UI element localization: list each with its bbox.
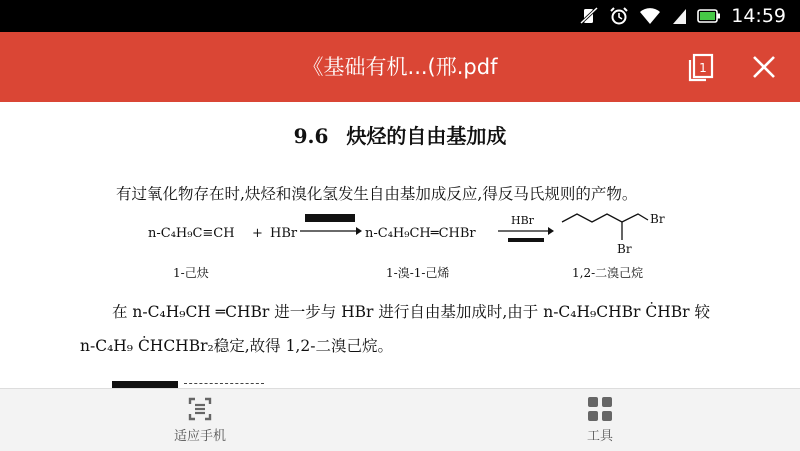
bottom-toolbar xyxy=(0,388,800,451)
intermediate-formula: n-C₄H₉CH═CHBr xyxy=(365,226,476,241)
mute-vibrate-icon xyxy=(579,7,599,25)
status-bar xyxy=(0,0,800,32)
plus-sign: + xyxy=(252,226,263,241)
page-switch-button[interactable] xyxy=(682,49,718,85)
redacted-condition xyxy=(305,214,355,222)
wifi-icon xyxy=(639,7,661,25)
clock: 14:59 xyxy=(731,5,786,27)
reagent2-hbr: HBr xyxy=(511,214,534,227)
document-title: 《基础有机...(邢.pdf xyxy=(302,55,498,79)
body-paragraph-line2: n-C₄H₉ ĊHCHBr₂稳定,故得 1,2-二溴己烷。 xyxy=(80,337,393,355)
pages-icon xyxy=(685,52,715,82)
truncated-next-line xyxy=(112,381,178,388)
redacted-condition-2 xyxy=(508,238,544,242)
reagent-hbr: HBr xyxy=(270,226,298,241)
section-title: 炔烃的自由基加成 xyxy=(346,124,507,148)
product-br-bottom: Br xyxy=(617,242,632,256)
product-name: 1,2-二溴己烷 xyxy=(572,266,644,280)
pdf-page[interactable] xyxy=(0,102,800,388)
section-heading xyxy=(0,120,800,149)
intermediate-name: 1-溴-1-己烯 xyxy=(386,266,450,280)
reactant-formula: n-C₄H₉C≡CH xyxy=(148,226,235,241)
alarm-icon xyxy=(609,7,629,25)
section-number: 9.6 xyxy=(293,124,329,148)
product-br-top: Br xyxy=(650,212,665,226)
battery-icon xyxy=(697,7,721,25)
tools-label: 工具 xyxy=(586,429,613,444)
reactant-name: 1-己炔 xyxy=(173,266,209,280)
reaction-arrow-2 xyxy=(498,226,554,236)
tools-grid-icon xyxy=(586,395,614,423)
close-icon xyxy=(751,54,777,80)
product-skeletal-structure xyxy=(560,208,660,252)
fit-phone-button[interactable] xyxy=(140,389,260,451)
fit-phone-label: 适应手机 xyxy=(173,429,226,444)
reaction-arrow-1 xyxy=(300,226,362,236)
body-paragraph-line1: 在 n-C₄H₉CH ═CHBr 进一步与 HBr 进行自由基加成时,由于 n-C₄H₉CHBr ĊHBr 较 xyxy=(112,303,710,321)
signal-icon xyxy=(671,7,687,25)
app-toolbar xyxy=(0,32,800,102)
close-button[interactable] xyxy=(746,49,782,85)
tools-button[interactable] xyxy=(540,389,660,451)
page-count: 1 xyxy=(699,61,707,75)
fit-screen-icon xyxy=(186,395,214,423)
intro-paragraph: 有过氧化物存在时,炔烃和溴化氢发生自由基加成反应,得反马氏规则的产物。 xyxy=(116,185,638,203)
